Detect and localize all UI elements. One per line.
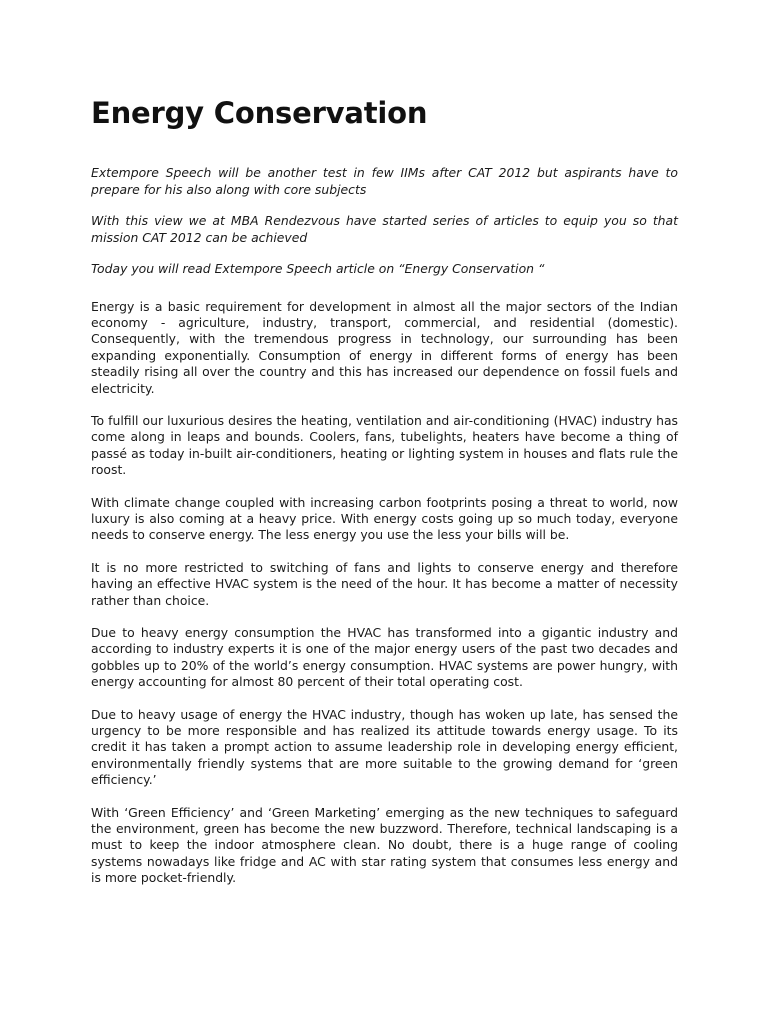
document-title: Energy Conservation [91,96,428,130]
document-body [91,95,678,903]
intro-paragraph: Extempore Speech will be another test in few IIMs after CAT 2012 but aspirants have to prepare for his also along with core subjects [91,165,678,197]
body-paragraph: Due to heavy usage of energy the HVAC industry, though has woken up late, has sensed the urgency to be more responsible and has realized its attitude towards energy usage. To its credit it has taken a prompt action to assume leadership role in developing energy efficient, environmentally friendly systems that are more suitable to the growing demand for ‘green efficiency.’ [91,706,678,788]
body-paragraph: With ‘Green Efficiency’ and ‘Green Marketing’ emerging as the new techniques to safeguard the environment, green has become the new buzzword. Therefore, technical landscaping is a must to keep the indoor atmosphere clean. No doubt, there is a huge range of cooling systems nowadays like fridge and AC with star rating system that consumes less energy and is more pocket-friendly. [91,804,678,886]
intro-paragraph: With this view we at MBA Rendezvous have started series of articles to equip you so that mission CAT 2012 can be achieved [91,213,678,245]
body-paragraph: Due to heavy energy consumption the HVAC has transformed into a gigantic industry and according to industry experts it is one of the major energy users of the past two decades and gobbles up to 20% of the world’s energy consumption. HVAC systems are power hungry, with energy accounting for almost 80 percent of their total operating cost. [91,625,678,690]
body-paragraph: It is no more restricted to switching of fans and lights to conserve energy and therefore having an effective HVAC system is the need of the hour. It has become a matter of necessity rather than choice. [91,559,678,608]
body-paragraph: With climate change coupled with increasing carbon footprints posing a threat to world, now luxury is also coming at a heavy price. With energy costs going up so much today, everyone needs to conserve energy. The less energy you use the less your bills will be. [91,494,678,543]
body-paragraph: To fulfill our luxurious desires the heating, ventilation and air-conditioning (HVAC) industry has come along in leaps and bounds. Coolers, fans, tubelights, heaters have become a thing of passé as today in-built air-conditioners, heating or lighting system in houses and flats rule the roost. [91,412,678,478]
intro-paragraph: Today you will read Extempore Speech article on “Energy Conservation “ [91,261,545,276]
body-paragraph: Energy is a basic requirement for development in almost all the major sectors of the Indian economy - agriculture, industry, transport, commercial, and residential (domestic). Consequently, with the tremendous progress in technology, our surrounding has been expanding exponentially. Consumption of energy in different forms of energy has been steadily rising all over the country and this has increased our dependence on fossil fuels and electricity. [91,298,678,396]
